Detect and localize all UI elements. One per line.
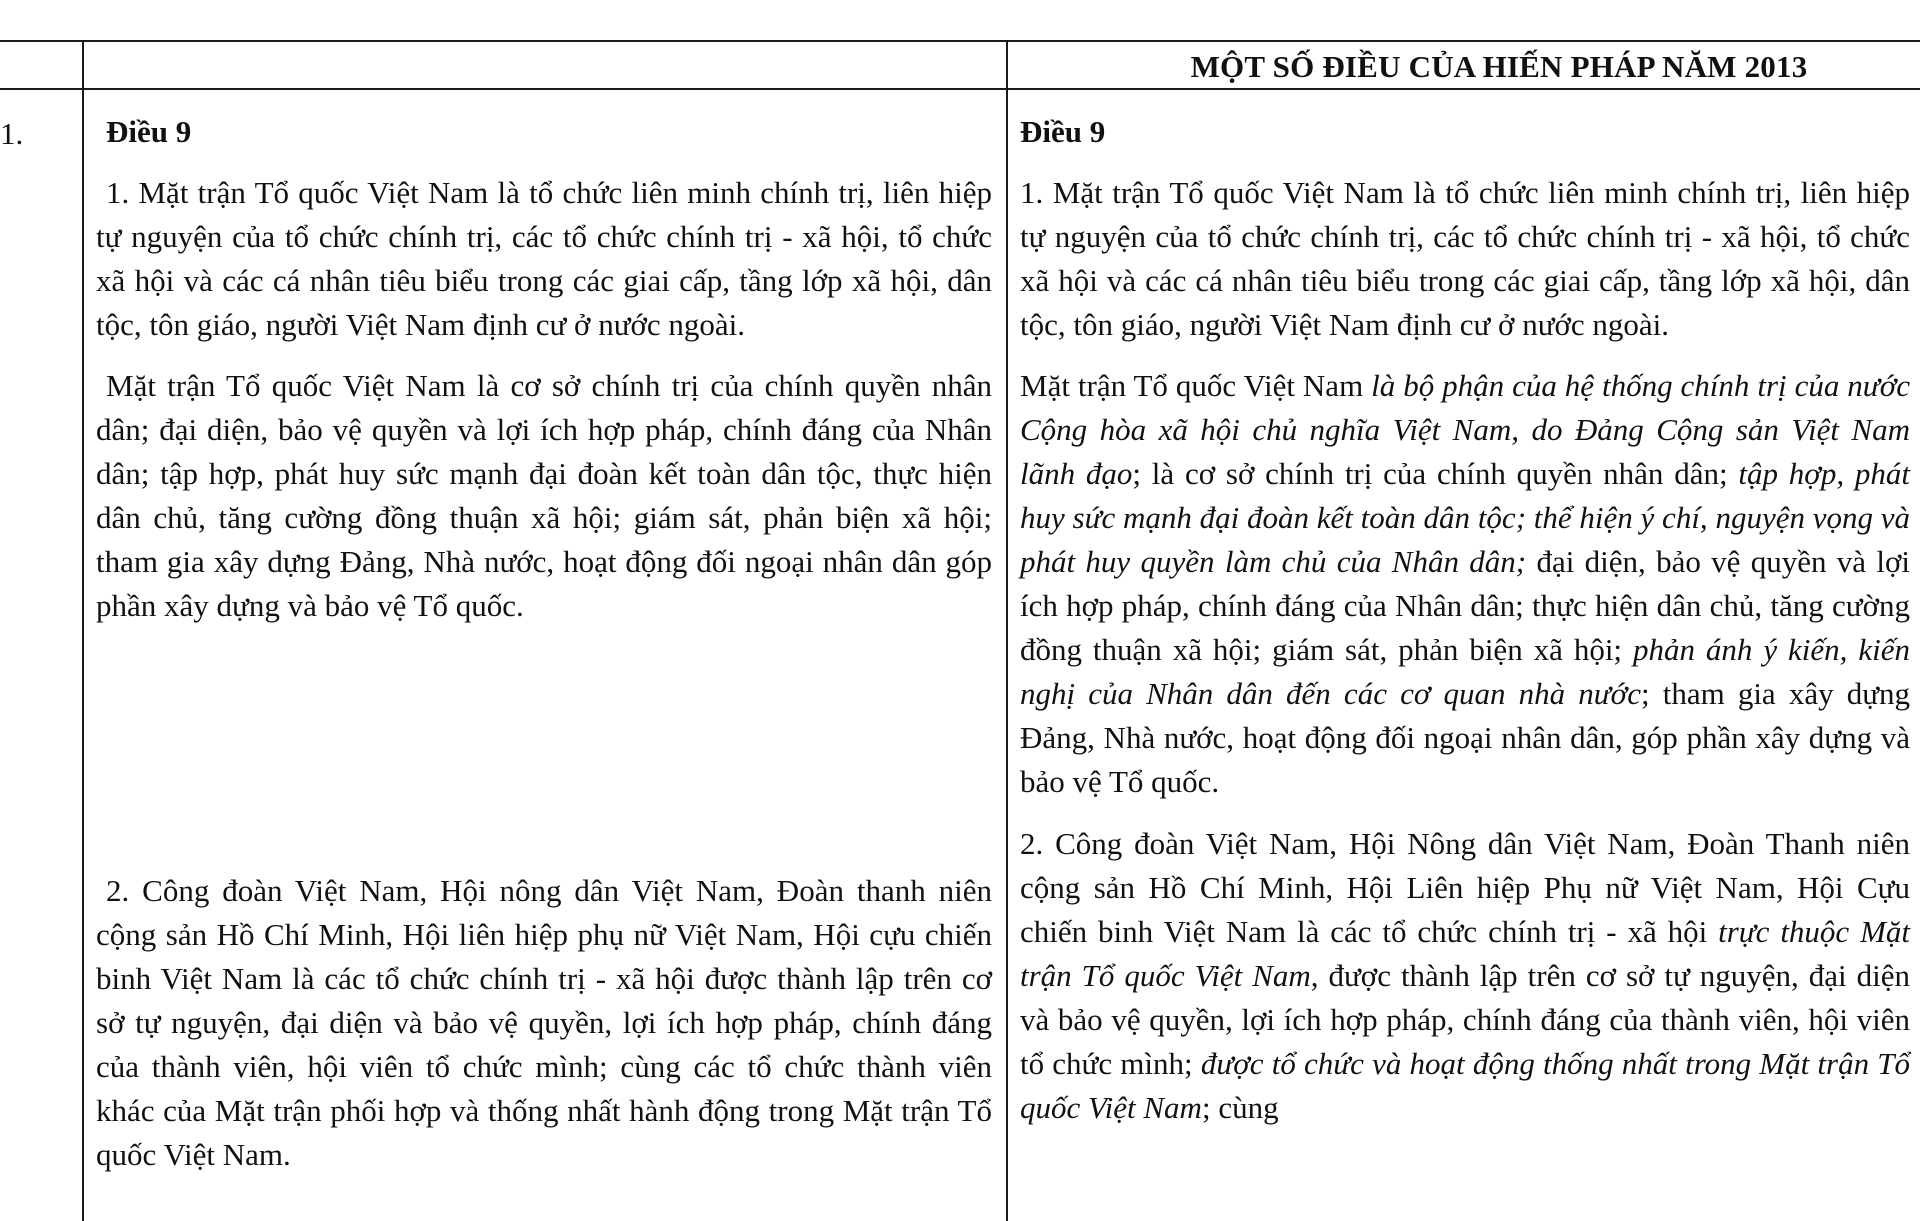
paragraph: 1. Mặt trận Tổ quốc Việt Nam là tổ chức liên minh chính trị, liên hiệp tự nguyện của tổ chức chính trị, các tổ chức chính trị - xã hội, tổ chức xã hội và các cá nhân tiêu biểu trong các giai cấp, tầng lớp xã hội, dân tộc, tôn giáo, người Việt Nam định cư ở nước ngoài. [96,175,992,342]
paragraph [1020,822,1910,1130]
article-title: Điều 9 [106,114,192,149]
amended-text: trực thuộc Mặt trận Tổ quốc Việt Nam [1020,914,1911,993]
text-span: ; là cơ sở chính trị của chính quyền nhân dân; [1132,456,1739,491]
comparison-table [0,40,1920,1221]
column-divider [82,42,84,1221]
left-column-cell [96,90,992,1194]
amended-text: phản ánh ý kiến, kiến nghị của Nhân dân đến các cơ quan nhà nước [1020,632,1910,711]
column-divider [1006,42,1008,1221]
paragraph: Mặt trận Tổ quốc Việt Nam là cơ sở chính trị của chính quyền nhân dân; đại diện, bảo vệ quyền và lợi ích hợp pháp, chính đáng của Nhân dân; tập hợp, phát huy sức mạnh đại đoàn kết toàn dân tộc, thực hiện dân chủ, tăng cường đồng thuận xã hội; giám sát, phản biện xã hội; tham gia xây dựng Đảng, Nhà nước, hoạt động đối ngoại nhân dân góp phần xây dựng và bảo vệ Tổ quốc. [96,368,992,623]
row-number: 1. [0,116,24,151]
text-span: ; cùng [1201,1090,1279,1125]
text-span: Mặt trận Tổ quốc Việt Nam [1020,368,1372,403]
paragraph: 1. Mặt trận Tổ quốc Việt Nam là tổ chức liên minh chính trị, liên hiệp tự nguyện của tổ chức chính trị, các tổ chức chính trị - xã hội, tổ chức xã hội và các cá nhân tiêu biểu trong các giai cấp, tầng lớp xã hội, dân tộc, tôn giáo, người Việt Nam định cư ở nước ngoài. [1020,175,1910,342]
text-span: đại diện, bảo vệ quyền và lợi ích hợp pháp, chính đáng của Nhân dân; thực hiện dân chủ, tăng cường đồng thuận xã hội; giám sát, phản biện xã hội; [1020,544,1910,667]
amended-text: được tổ chức và hoạt động thống nhất trong Mặt trận Tổ quốc Việt Nam [1020,1046,1910,1125]
amended-text: là bộ phận của hệ thống chính trị của nước Cộng hòa xã hội chủ nghĩa Việt Nam, do Đảng Cộng sản Việt Nam lãnh đạo [1020,368,1910,491]
right-column-cell [1020,90,1910,1147]
paragraph: 2. Công đoàn Việt Nam, Hội nông dân Việt Nam, Đoàn thanh niên cộng sản Hồ Chí Minh, Hội liên hiệp phụ nữ Việt Nam, Hội cựu chiến binh Việt Nam là các tổ chức chính trị - xã hội được thành lập trên cơ sở tự nguyện, đại diện và bảo vệ quyền, lợi ích hợp pháp, chính đáng của thành viên, hội viên tổ chức mình; cùng các tổ chức thành viên khác của Mặt trận phối hợp và thống nhất hành động trong Mặt trận Tổ quốc Việt Nam. [96,873,992,1172]
text-span: , được thành lập trên cơ sở tự nguyện, đại diện và bảo vệ quyền, lợi ích hợp pháp, chính đáng của thành viên, hội viên tổ chức mình; [1020,958,1910,1081]
text-span: ; tham gia xây dựng Đảng, Nhà nước, hoạt động đối ngoại nhân dân, góp phần xây dựng và bảo vệ Tổ quốc. [1020,676,1910,799]
amended-text: tập hợp, phát huy sức mạnh đại đoàn kết toàn dân tộc; thể hiện ý chí, nguyện vọng và phát huy quyền làm chủ của Nhân dân; [1020,456,1910,579]
text-span: 2. Công đoàn Việt Nam, Hội Nông dân Việt Nam, Đoàn Thanh niên cộng sản Hồ Chí Minh, Hội Liên hiệp Phụ nữ Việt Nam, Hội Cựu chiến binh Việt Nam là các tổ chức chính trị - xã hội [1020,826,1910,949]
article-title: Điều 9 [1020,114,1106,149]
paragraph [1020,364,1910,804]
column-header-constitution-2013: MỘT SỐ ĐIỀU CỦA HIẾN PHÁP NĂM 2013 [1190,49,1808,84]
table-header-row [0,42,1920,90]
